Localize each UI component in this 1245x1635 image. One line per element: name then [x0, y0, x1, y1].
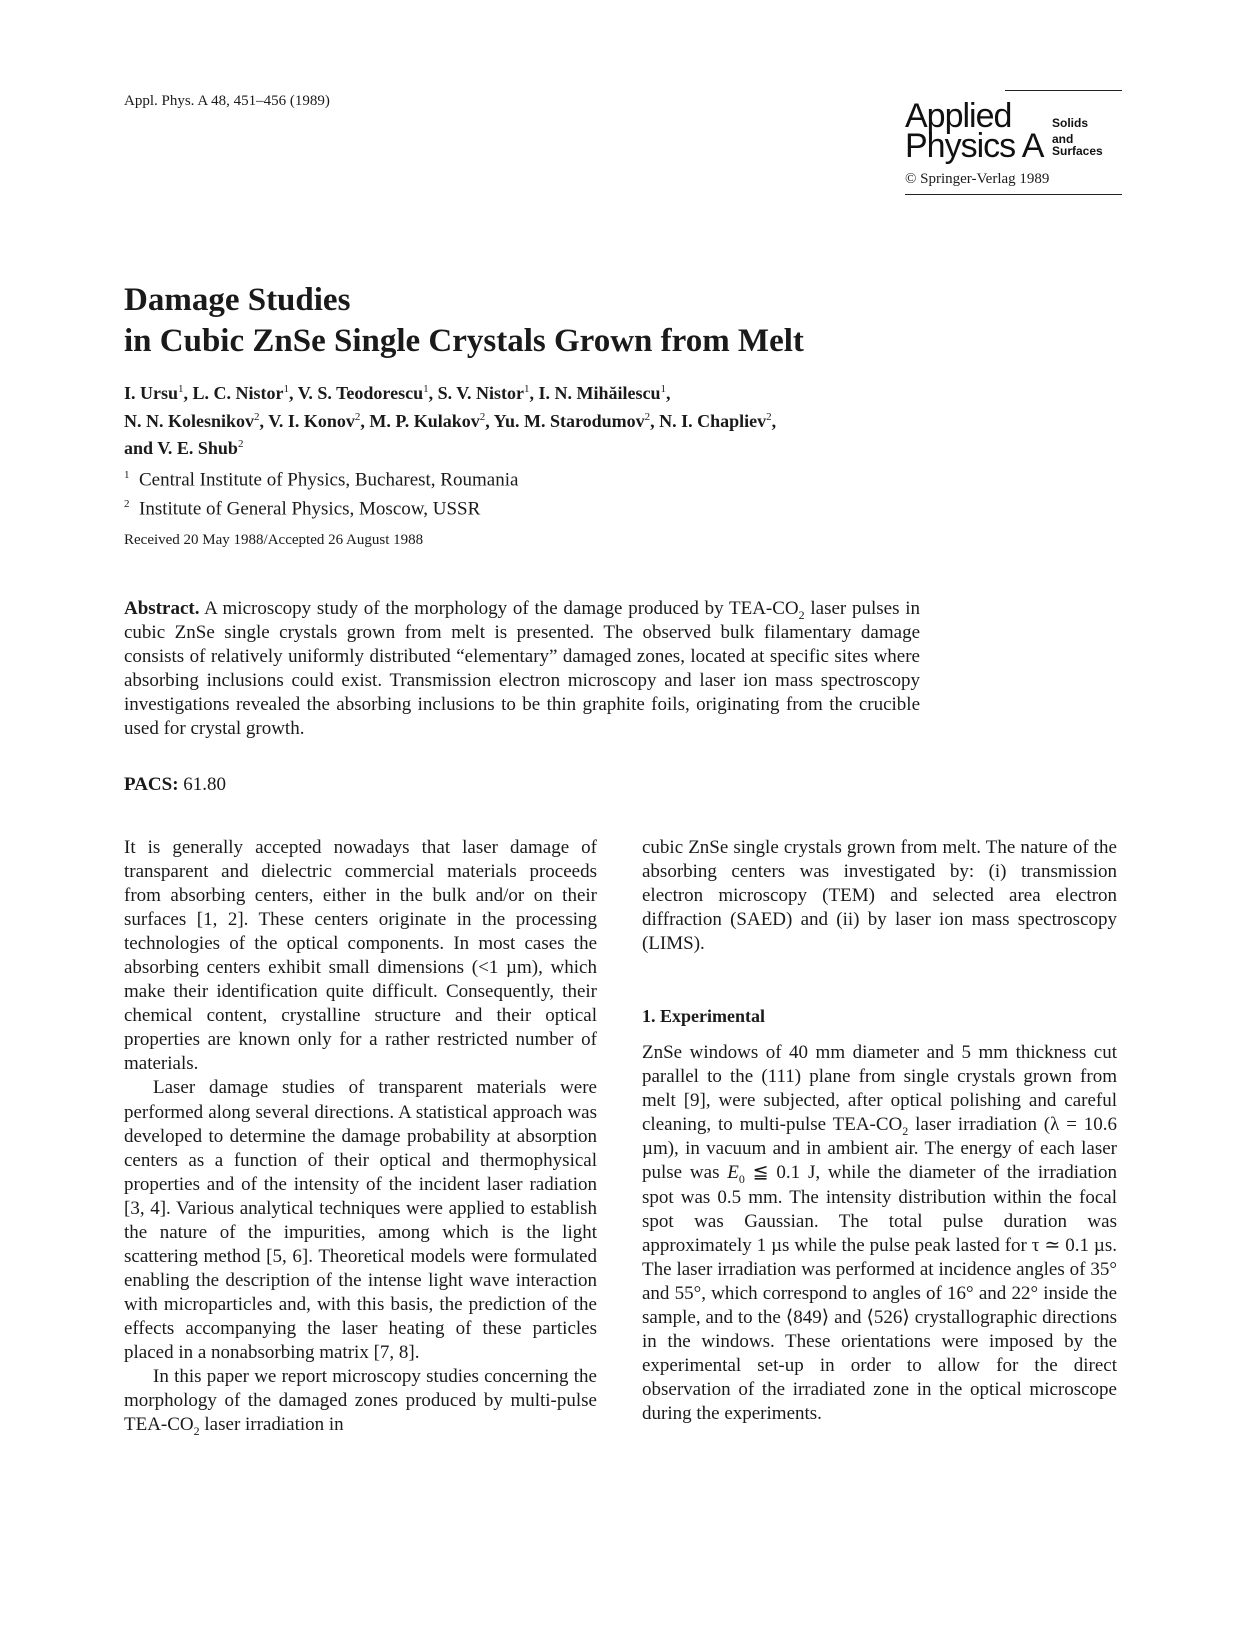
- affiliation-mark: 1: [283, 383, 290, 395]
- body-paragraph: cubic ZnSe single crystals grown from melt. The nature of the absorbing centers was investigated by: (i) transmission electron microscopy (TEM) and selected area electron diffraction (SAED) and (ii) by laser ion mass spectroscopy (LIMS).: [642, 837, 1117, 955]
- journal-logo: [905, 90, 1122, 195]
- logo-bottom-rule: [905, 194, 1122, 195]
- affiliation-mark: 1: [423, 383, 429, 395]
- paragraph-text-part: In this paper we report microscopy studies concerning the morphology of the damaged zones produced by multi-pulse TEA-CO: [124, 1366, 597, 1436]
- paper-title: [124, 280, 804, 362]
- journal-subtitle-2: and: [1052, 132, 1074, 146]
- paragraph-text-part: ZnSe windows of 40 mm diameter and 5 mm thickness cut parallel to the (111) plane from single crystals grown from melt [9], were subjected, after optical polishing and careful cleaning, to multi-pulse TEA-CO: [642, 1042, 1117, 1136]
- author: M. P. Kulakov: [369, 410, 480, 431]
- affiliation-mark: 2: [766, 410, 772, 423]
- affiliation-item: [124, 492, 518, 521]
- copyright-notice: © Springer-Verlag 1989: [905, 171, 1050, 187]
- author: V. I. Konov: [268, 410, 355, 431]
- subscript: 2: [902, 1124, 909, 1139]
- affiliation-mark: 1: [523, 383, 530, 395]
- body-paragraph: [124, 1365, 597, 1437]
- title-line-1: Damage Studies: [124, 282, 351, 318]
- affiliation-mark: 2: [237, 438, 244, 450]
- author: V. E. Shub: [157, 438, 238, 458]
- affiliation-text: Central Institute of Physics, Bucharest, Roumania: [139, 469, 519, 491]
- author: L. C. Nistor: [192, 383, 284, 403]
- author: N. N. Kolesnikov: [124, 410, 255, 431]
- affiliation-number: 2: [124, 498, 130, 511]
- affiliation-mark: 2: [354, 410, 361, 423]
- author: V. S. Teodorescu: [297, 383, 424, 403]
- paragraph-text-part: laser irradiation (λ = 10.6 µm), in vacuum and in ambient air. The energy of each laser pulse was: [642, 1114, 1117, 1184]
- journal-citation: Appl. Phys. A 48, 451–456 (1989): [124, 93, 330, 109]
- author: I. N. Mihăilescu: [538, 383, 661, 403]
- affiliation-mark: 2: [644, 410, 651, 423]
- body-paragraph: [642, 1041, 1117, 1426]
- journal-subtitle-3: Surfaces: [1052, 144, 1103, 158]
- affiliation-item: [124, 463, 518, 492]
- abstract-subscript: 2: [798, 607, 805, 622]
- journal-name-line1: Applied: [905, 97, 1012, 135]
- affiliations: [124, 463, 518, 522]
- affiliation-mark: 2: [254, 410, 260, 423]
- paragraph-text-part: laser irradiation in: [199, 1414, 344, 1436]
- body-paragraph: It is generally accepted nowadays that laser damage of transparent and dielectric commercial materials proceeds from absorbing centers, either in the bulk and/or on their surfaces [1, 2]. These centers originate in the processing technologies of the optical components. In most cases the absorbing centers exhibit small dimensions (<1 µm), which make their identification quite difficult. Consequently, their chemical content, crystalline structure and their optical properties are known only for a rather restricted number of materials.: [124, 837, 597, 1075]
- received-dates: Received 20 May 1988/Accepted 26 August 1988: [124, 532, 424, 548]
- energy-symbol: E: [727, 1162, 739, 1184]
- author-list: I. Ursu$^1$, L. C. Nistor$^1$, V. S. Teodorescu$^1$, S. V. Nistor$^1$, I. N. Mihăilescu$^1$, N. N. Kolesnikov$^2$, V. I. Konov$^2$, M. P. Kulakov$^2$, Yu. M. Starodumov$^2$, N. I. Chapliev$^2$, and V. E. Shub$^2$: [124, 383, 777, 458]
- affiliation-number: 1: [124, 469, 130, 481]
- paragraph-text-part: ≦ 0.1 J, while the diameter of the irradiation spot was 0.5 mm. The intensity distribution within the focal spot was Gaussian. The total pulse duration was approximately 1 µs while the pulse peak lasted for τ ≃ 0.1 µs. The laser irradiation was performed at incidence angles of 35° and 55°, which correspond to angles of 16° and 22° inside the sample, and to the ⟨849⟩ and ⟨526⟩ crystallographic directions in the windows. These orientations were imposed by the experimental set-up in order to allow for the direct observation of the irradiated zone in the optical microscope during the experiments.: [642, 1162, 1117, 1424]
- abstract-text-part-2: laser pulses in cubic ZnSe single crystals grown from melt is presented. The observed bulk filamentary damage consists of relatively uniformly distributed “elementary” damaged zones, located at specific sites where absorbing inclusions could exist. Transmission electron microscopy and laser ion mass spectroscopy investigations revealed the absorbing inclusions to be thin graphite foils, originating from the crucible used for crystal growth.: [124, 598, 920, 739]
- author: N. I. Chapliev: [659, 410, 767, 431]
- abstract-label: Abstract.: [124, 598, 200, 619]
- pacs-codes: [124, 774, 226, 796]
- journal-name-line2: Physics A: [905, 127, 1044, 165]
- subscript: 0: [738, 1172, 745, 1187]
- author: I. Ursu: [124, 383, 179, 403]
- author: S. V. Nistor: [437, 383, 524, 403]
- affiliation-text: Institute of General Physics, Moscow, USSR: [139, 498, 481, 520]
- section-heading: 1. Experimental: [642, 1006, 765, 1027]
- author: Yu. M. Starodumov: [493, 410, 645, 431]
- journal-subtitle-1: Solids: [1052, 116, 1089, 130]
- abstract-text-part-1: A microscopy study of the morphology of the damage produced by TEA-CO: [199, 598, 799, 619]
- affiliation-mark: 1: [660, 383, 666, 395]
- affiliation-mark: 2: [479, 410, 486, 423]
- journal-brand: [905, 91, 1122, 163]
- abstract: [124, 597, 920, 741]
- body-column-left: [124, 836, 597, 1437]
- affiliation-mark: 1: [178, 383, 184, 395]
- body-paragraph: Laser damage studies of transparent materials were performed along several directions. A statistical approach was developed to determine the damage probability at absorption centers as a function of their optical and thermophysical properties and of the intensity of the incident laser radiation [3, 4]. Various analytical techniques were applied to establish the nature of the impurities, among which is the light scattering method [5, 6]. Theoretical models were formulated enabling the description of the intense light wave interaction with microparticles and, with this basis, the prediction of the effects accompanying the laser heating of these particles placed in a nonabsorbing matrix [7, 8].: [124, 1077, 597, 1363]
- author-conjunction: and: [124, 438, 154, 458]
- body-column-right: [642, 836, 1117, 1426]
- title-line-2: in Cubic ZnSe Single Crystals Grown from Melt: [124, 323, 804, 359]
- subscript: 2: [193, 1423, 200, 1438]
- pacs-label: PACS:: [124, 774, 179, 795]
- pacs-value: 61.80: [178, 774, 227, 795]
